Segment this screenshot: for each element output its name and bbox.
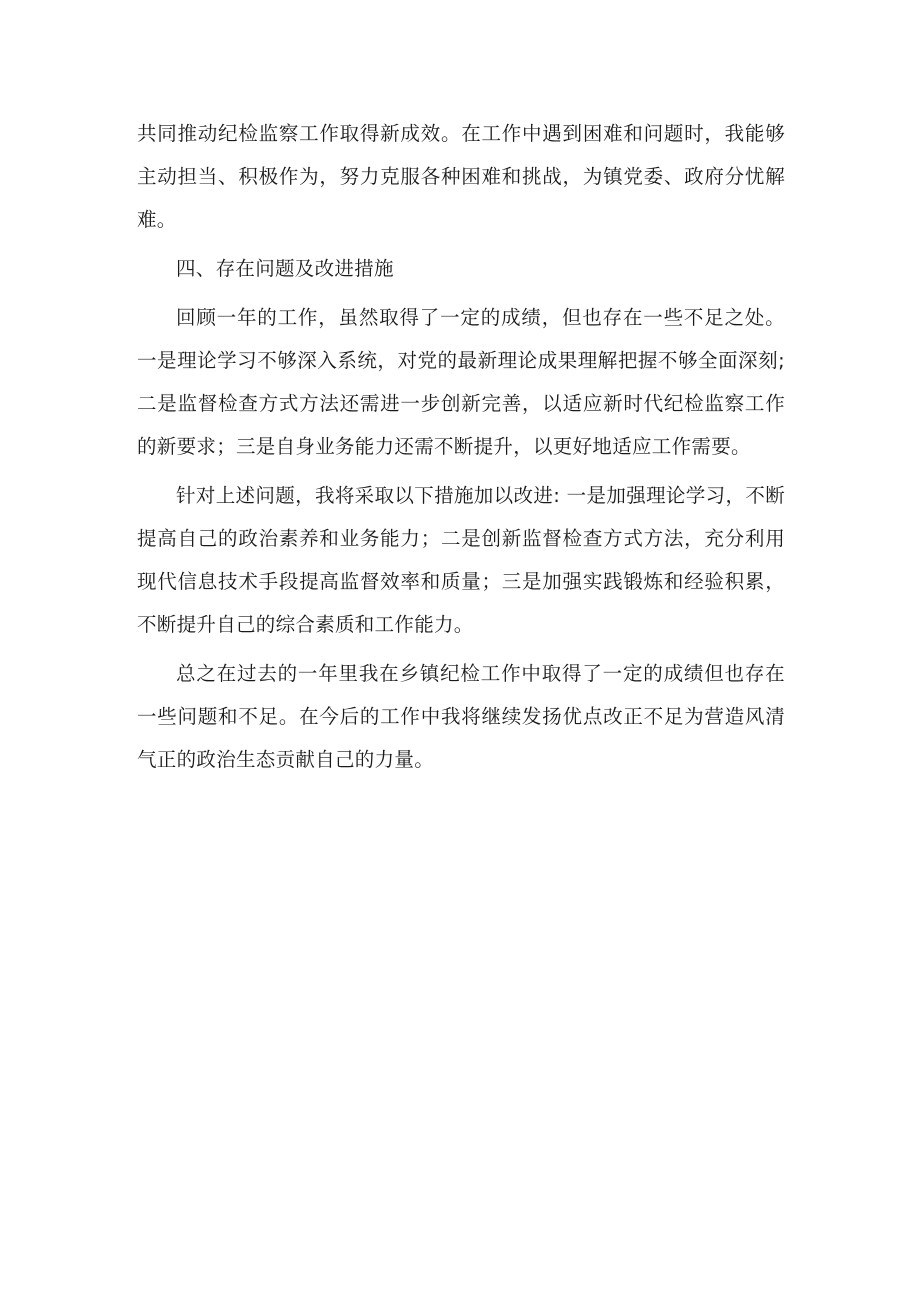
paragraph-continuation: 共同推动纪检监察工作取得新成效。在工作中遇到困难和问题时，我能够主动担当、积极作为，努力克服各种困难和挑战，为镇党委、政府分忧解难。 — [137, 122, 785, 231]
paragraph-measures: 针对上述问题，我将采取以下措施加以改进: 一是加强理论学习，不断提高自己的政治素养和业务能力；二是创新监督检查方式方法，充分利用现代信息技术手段提高监督效率和质量；三是加强实践锻炼和经验积累，不断提升自己的综合素质和工作能力。 — [137, 484, 785, 636]
document-body — [137, 112, 785, 787]
paragraph-conclusion: 总之在过去的一年里我在乡镇纪检工作中取得了一定的成绩但也存在一些问题和不足。在今后的工作中我将继续发扬优点改正不足为营造风清气正的政治生态贡献自己的力量。 — [137, 662, 785, 771]
section-heading: 四、存在问题及改进措施 — [176, 257, 394, 280]
paragraph-review: 回顾一年的工作，虽然取得了一定的成绩，但也存在一些不足之处。一是理论学习不够深入系统，对党的最新理论成果理解把握不够全面深刻;二是监督检查方式方法还需进一步创新完善，以适应新时代纪检监察工作的新要求；三是自身业务能力还需不断提升，以更好地适应工作需要。 — [137, 306, 785, 458]
